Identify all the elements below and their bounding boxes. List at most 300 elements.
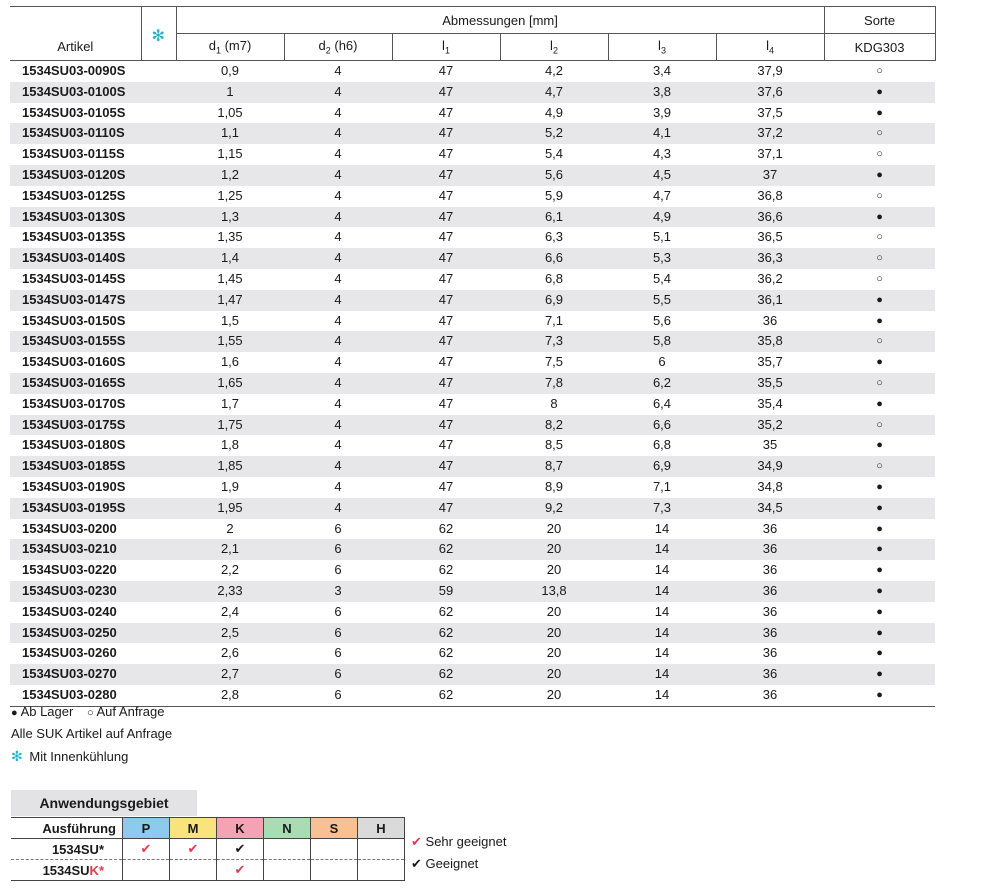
- l3-value: 6,6: [608, 415, 716, 436]
- l2-value: 4,7: [500, 82, 608, 103]
- artikel-column-header: Artikel: [10, 34, 141, 61]
- d2-value: 4: [284, 373, 392, 394]
- l1-value: 62: [438, 645, 454, 661]
- coolant-legend-label: Mit Innenkühlung: [29, 749, 129, 764]
- coolant-cell: [141, 519, 176, 540]
- d2-value: 4: [284, 498, 392, 519]
- l1-value: 62: [438, 603, 454, 619]
- table-row: [10, 623, 935, 644]
- coolant-cell: [141, 103, 176, 124]
- article-number: 1534SU03-0185S: [10, 456, 141, 477]
- d2-value: 6: [334, 520, 342, 536]
- l1-value: 47: [392, 248, 500, 269]
- stock-status: ●: [876, 439, 883, 452]
- l3-value: 6,9: [608, 456, 716, 477]
- l2-value: 7,3: [500, 331, 608, 352]
- table-row: [10, 373, 935, 394]
- l3-value: 14: [654, 645, 670, 661]
- variant-name: [11, 860, 123, 881]
- d1-value: 2,4: [220, 603, 240, 619]
- l3-value: 5,8: [608, 331, 716, 352]
- stock-status: ●: [876, 106, 883, 119]
- stock-filled-label: Ab Lager: [20, 704, 74, 719]
- stock-status: ○: [824, 456, 935, 477]
- l3-value: 3,8: [608, 82, 716, 103]
- suitability-cell: [217, 860, 264, 881]
- suitability-cell: [311, 860, 358, 881]
- stock-status: ●: [876, 397, 883, 410]
- sorte-column-header: KDG303: [824, 34, 935, 61]
- article-number: 1534SU03-0115S: [22, 146, 125, 162]
- l4-value: 36,2: [757, 270, 783, 286]
- d2-value: 4: [284, 415, 392, 436]
- l1-value: 47: [392, 498, 500, 519]
- red-check-icon: ✔: [411, 834, 422, 849]
- article-number: 1534SU03-0260: [22, 645, 117, 661]
- coolant-cell: [141, 186, 176, 207]
- d1-value: 2,7: [176, 664, 284, 685]
- suitability-cell: [264, 839, 311, 860]
- coolant-cell: [141, 373, 176, 394]
- article-number: 1534SU03-0190S: [22, 478, 126, 494]
- d1-value: 1,35: [217, 229, 243, 245]
- l2-value: 5,2: [500, 123, 608, 144]
- l3-value: 3,9: [652, 104, 672, 120]
- coolant-cell: [141, 498, 176, 519]
- d2-value: 4: [334, 187, 342, 203]
- d1-value: 1,65: [176, 373, 284, 394]
- d2-value: 6: [334, 562, 342, 578]
- article-number: 1534SU03-0140S: [10, 248, 141, 269]
- application-area-title: Anwendungsgebiet: [11, 790, 197, 816]
- article-number: 1534SU03-0130S: [10, 207, 141, 228]
- l3-value: 4,3: [652, 146, 672, 162]
- d1-value: 1,8: [220, 437, 240, 453]
- l4-value: 35,7: [757, 354, 783, 370]
- stock-status: ●: [824, 207, 935, 228]
- table-row: [10, 685, 935, 706]
- snowflake-icon: ✻: [151, 27, 165, 45]
- article-number: 1534SU03-0125S: [22, 187, 126, 203]
- l1-value: 47: [392, 207, 500, 228]
- l4-value: 36: [716, 685, 824, 706]
- l1-value: 62: [392, 539, 500, 560]
- d1-value: 1,9: [220, 478, 240, 494]
- variant-base-name: 1534SU: [51, 841, 99, 857]
- material-group-p: P: [123, 818, 170, 839]
- coolant-cell: [141, 643, 176, 664]
- d2-value: 4: [284, 123, 392, 144]
- l3-value: 5,5: [608, 290, 716, 311]
- table-row: [10, 602, 935, 623]
- l2-value: 8: [550, 395, 558, 411]
- l1-value: 47: [438, 437, 454, 453]
- l2-value: 7,8: [500, 373, 608, 394]
- l2-value: 4,2: [544, 63, 564, 78]
- d2-value: 4: [334, 146, 342, 162]
- l4-value: 35: [762, 437, 778, 453]
- table-row: [10, 456, 935, 477]
- coolant-cell: [141, 477, 176, 498]
- d2-value: 4: [334, 354, 342, 370]
- l2-value: 4,9: [544, 104, 564, 120]
- l1-column-header: $l_1$: [392, 34, 500, 61]
- d1-column-header: $d_1$ (m7): [176, 34, 284, 61]
- d1-value: 2,33: [176, 581, 284, 602]
- table-row: [10, 477, 935, 498]
- table-row: [10, 498, 935, 519]
- d1-value: 1,4: [176, 248, 284, 269]
- red-check-icon: ✔: [140, 841, 152, 856]
- l1-value: 47: [392, 373, 500, 394]
- l1-value: 47: [438, 229, 454, 245]
- stock-status: ●: [876, 564, 883, 577]
- l1-value: 62: [392, 623, 500, 644]
- l4-value: 36,6: [716, 207, 824, 228]
- l1-value: 47: [438, 395, 454, 411]
- very-suitable-legend: [411, 834, 506, 850]
- table-row: [10, 290, 935, 311]
- d1-value: 2: [226, 520, 234, 536]
- stock-status: ●: [824, 165, 935, 186]
- stock-status: ○: [824, 331, 935, 352]
- material-group-k: K: [217, 818, 264, 839]
- l4-value: 37,9: [757, 63, 783, 78]
- article-number: 1534SU03-0150S: [22, 312, 126, 328]
- coolant-cell: [141, 352, 176, 373]
- table-row: [10, 123, 935, 144]
- l4-value: 36: [716, 664, 824, 685]
- variant-marker: *: [98, 841, 104, 857]
- l1-value: 47: [438, 312, 454, 328]
- l1-value: 62: [392, 685, 500, 706]
- l1-value: 47: [438, 478, 454, 494]
- variant-name: [11, 839, 123, 860]
- article-number: 1534SU03-0230: [10, 581, 141, 602]
- stock-status: ●: [876, 605, 883, 618]
- l3-value: 14: [608, 664, 716, 685]
- coolant-cell: [141, 248, 176, 269]
- l4-value: 36: [762, 562, 778, 578]
- suk-note: Alle SUK Artikel auf Anfrage: [11, 726, 173, 741]
- l1-value: 47: [392, 82, 500, 103]
- table-row: [10, 581, 935, 602]
- d2-value: 4: [284, 331, 392, 352]
- l1-value: 47: [392, 123, 500, 144]
- stock-status: ●: [876, 356, 883, 369]
- coolant-cell: [141, 311, 176, 332]
- l2-value: 20: [546, 603, 562, 619]
- l4-value: 36: [762, 312, 778, 328]
- coolant-cell: [141, 123, 176, 144]
- d1-value: 1,25: [217, 187, 243, 203]
- d2-value: 6: [284, 623, 392, 644]
- d1-value: 0,9: [220, 63, 240, 78]
- application-row: [11, 860, 405, 881]
- l4-value: 36: [762, 520, 778, 536]
- article-number: 1534SU03-0175S: [10, 415, 141, 436]
- stock-status: ○: [824, 123, 935, 144]
- suitability-cell: [123, 839, 170, 860]
- coolant-cell: [141, 394, 176, 415]
- l3-value: 3,4: [652, 63, 672, 78]
- sorte-group-header: Sorte: [824, 7, 935, 34]
- table-row: [10, 103, 935, 124]
- table-row: [10, 643, 935, 664]
- d1-value: 2,2: [220, 562, 240, 578]
- l2-value: 6,9: [500, 290, 608, 311]
- l4-value: 35,5: [716, 373, 824, 394]
- stock-status: ○: [876, 189, 883, 202]
- article-number: 1534SU03-0147S: [10, 290, 141, 311]
- suitability-cell: [358, 839, 405, 860]
- l4-value: 36: [762, 603, 778, 619]
- l3-value: 4,5: [608, 165, 716, 186]
- stock-status: ●: [824, 664, 935, 685]
- article-number: 1534SU03-0110S: [10, 123, 141, 144]
- article-number: 1534SU03-0195S: [10, 498, 141, 519]
- suitability-cell: [264, 860, 311, 881]
- d1-value: 1,05: [217, 104, 243, 120]
- l2-value: 20: [546, 562, 562, 578]
- article-number: 1534SU03-0270: [10, 664, 141, 685]
- l4-value: 37,5: [757, 104, 783, 120]
- l2-value: 9,2: [500, 498, 608, 519]
- stock-status: ●: [876, 480, 883, 493]
- d1-value: 1,75: [176, 415, 284, 436]
- stock-status: ●: [876, 647, 883, 660]
- d2-value: 4: [334, 395, 342, 411]
- l2-value: 7,5: [544, 354, 564, 370]
- coolant-cell: [141, 331, 176, 352]
- black-check-icon: ✔: [411, 856, 422, 871]
- application-area-table: [11, 817, 405, 881]
- red-check-icon: ✔: [187, 841, 199, 856]
- coolant-cell: [141, 227, 176, 248]
- article-number: 1534SU03-0120S: [10, 165, 141, 186]
- l2-value: 5,9: [544, 187, 564, 203]
- d2-value: 6: [284, 539, 392, 560]
- coolant-cell: [141, 207, 176, 228]
- l4-value: 36,5: [757, 229, 783, 245]
- dimensions-group-header: Abmessungen [mm]: [176, 7, 824, 34]
- coolant-cell: [141, 602, 176, 623]
- d1-value: 1,6: [220, 354, 240, 370]
- stock-status: ○: [824, 415, 935, 436]
- l4-value: 37,2: [716, 123, 824, 144]
- l1-value: 47: [392, 290, 500, 311]
- l3-value: 5,4: [652, 270, 672, 286]
- l4-value: 36: [716, 539, 824, 560]
- d2-value: 6: [334, 603, 342, 619]
- l4-value: 37,1: [757, 146, 783, 162]
- material-group-s: S: [311, 818, 358, 839]
- d1-value: 2,1: [176, 539, 284, 560]
- d2-value: 4: [284, 165, 392, 186]
- table-row: [10, 560, 935, 581]
- article-number: 1534SU03-0250: [10, 623, 141, 644]
- d1-value: 1,95: [176, 498, 284, 519]
- stock-legend: [11, 704, 164, 719]
- l4-value: 34,5: [716, 498, 824, 519]
- l4-value: 35,4: [757, 395, 783, 411]
- stock-status: ●: [824, 498, 935, 519]
- stock-open-symbol: ○: [86, 707, 94, 719]
- l3-value: 14: [608, 685, 716, 706]
- l4-value: 34,9: [716, 456, 824, 477]
- l2-column-header: $l_2$: [500, 34, 608, 61]
- l1-value: 62: [392, 664, 500, 685]
- stock-status: ○: [824, 373, 935, 394]
- l1-value: 47: [438, 270, 454, 286]
- d2-value: 3: [284, 581, 392, 602]
- stock-status: ●: [824, 685, 935, 706]
- stock-status: ○: [876, 65, 883, 77]
- l2-value: 20: [500, 539, 608, 560]
- d1-value: 2,6: [220, 645, 240, 661]
- article-number: 1534SU03-0100S: [10, 82, 141, 103]
- l1-value: 47: [392, 331, 500, 352]
- l3-value: 5,1: [652, 229, 672, 245]
- stock-status: ○: [876, 231, 883, 244]
- l4-value: 36,1: [716, 290, 824, 311]
- l1-value: 47: [438, 354, 454, 370]
- d2-value: 4: [334, 437, 342, 453]
- d2-value: 4: [284, 290, 392, 311]
- l1-value: 47: [392, 165, 500, 186]
- l2-value: 5,4: [544, 146, 564, 162]
- l1-value: 47: [438, 63, 454, 78]
- coolant-cell: [141, 61, 176, 82]
- coolant-cell: [141, 82, 176, 103]
- stock-status: ●: [824, 290, 935, 311]
- stock-status: ○: [824, 248, 935, 269]
- l2-value: 7,1: [544, 312, 564, 328]
- l3-value: 14: [608, 623, 716, 644]
- article-number: 1534SU03-0155S: [10, 331, 141, 352]
- snowflake-icon: ✻: [11, 748, 23, 764]
- article-number: 1534SU03-0090S: [22, 63, 126, 78]
- l1-value: 47: [392, 456, 500, 477]
- l2-value: 20: [500, 685, 608, 706]
- table-row: [10, 415, 935, 436]
- suitability-cell: [217, 839, 264, 860]
- d2-value: 4: [284, 82, 392, 103]
- l4-column-header: $l_4$: [716, 34, 824, 61]
- table-row: [10, 519, 935, 540]
- l4-value: 37,6: [716, 82, 824, 103]
- suitability-cell: [170, 860, 217, 881]
- coolant-cell: [141, 623, 176, 644]
- table-row: [10, 352, 935, 373]
- d2-value: 4: [334, 63, 342, 78]
- l3-value: 5,3: [608, 248, 716, 269]
- very-suitable-label: Sehr geeignet: [425, 834, 507, 849]
- d2-value: 4: [334, 270, 342, 286]
- stock-status: ●: [876, 522, 883, 535]
- suitable-label: Geeignet: [425, 856, 479, 871]
- d1-value: 1,55: [176, 331, 284, 352]
- article-number: 1534SU03-0160S: [22, 354, 126, 370]
- l4-value: 36: [716, 623, 824, 644]
- d1-value: 1,85: [176, 456, 284, 477]
- d1-value: 1,2: [176, 165, 284, 186]
- table-row: [10, 207, 935, 228]
- l2-value: 5,6: [500, 165, 608, 186]
- l3-value: 6,2: [608, 373, 716, 394]
- l1-value: 47: [438, 104, 454, 120]
- article-number: 1534SU03-0105S: [22, 104, 126, 120]
- coolant-cell: [141, 685, 176, 706]
- article-number: 1534SU03-0220: [22, 562, 117, 578]
- suitability-cell: [170, 839, 217, 860]
- article-number: 1534SU03-0170S: [22, 395, 126, 411]
- d2-value: 6: [334, 645, 342, 661]
- l3-value: 7,3: [608, 498, 716, 519]
- ausfuehrung-header: Ausführung: [11, 818, 123, 839]
- red-check-icon: ✔: [234, 862, 246, 877]
- l3-value: 4,1: [608, 123, 716, 144]
- suitability-cell: [358, 860, 405, 881]
- coolant-column-header: [141, 27, 176, 61]
- stock-status: ●: [824, 581, 935, 602]
- d2-value: 6: [284, 664, 392, 685]
- table-row: [10, 435, 935, 456]
- l2-value: 8,5: [544, 437, 564, 453]
- l4-value: 36: [762, 645, 778, 661]
- l2-value: 20: [546, 645, 562, 661]
- article-number: 1534SU03-0135S: [22, 229, 126, 245]
- l3-value: 4,7: [652, 187, 672, 203]
- table-row: [10, 664, 935, 685]
- l1-value: 62: [438, 520, 454, 536]
- l2-value: 8,2: [500, 415, 608, 436]
- d1-value: 1,3: [176, 207, 284, 228]
- stock-status: ●: [876, 314, 883, 327]
- d2-value: 4: [284, 456, 392, 477]
- table-row: [10, 539, 935, 560]
- d1-value: 1: [176, 82, 284, 103]
- l1-value: 62: [438, 562, 454, 578]
- l1-value: 47: [438, 146, 454, 162]
- l4-value: 35,2: [716, 415, 824, 436]
- table-row: [10, 144, 935, 165]
- table-row: [10, 269, 935, 290]
- suitable-legend: [411, 856, 478, 872]
- l2-value: 13,8: [500, 581, 608, 602]
- table-row: [10, 227, 935, 248]
- black-check-icon: ✔: [234, 841, 246, 856]
- l3-value: 5,6: [652, 312, 672, 328]
- coolant-cell: [141, 581, 176, 602]
- l4-value: 36,8: [757, 187, 783, 203]
- l2-value: 8,7: [500, 456, 608, 477]
- article-dimensions-table: [10, 6, 936, 707]
- d2-value: 4: [334, 104, 342, 120]
- l2-value: 20: [500, 623, 608, 644]
- l2-value: 8,9: [544, 478, 564, 494]
- coolant-cell: [141, 165, 176, 186]
- l2-value: 20: [546, 520, 562, 536]
- stock-status: ○: [876, 272, 883, 285]
- coolant-cell: [141, 664, 176, 685]
- l2-value: 6,1: [500, 207, 608, 228]
- d2-value: 4: [284, 207, 392, 228]
- suitability-cell: [311, 839, 358, 860]
- l3-column-header: $l_3$: [608, 34, 716, 61]
- l4-value: 34,8: [757, 478, 783, 494]
- l3-value: 6,8: [652, 437, 672, 453]
